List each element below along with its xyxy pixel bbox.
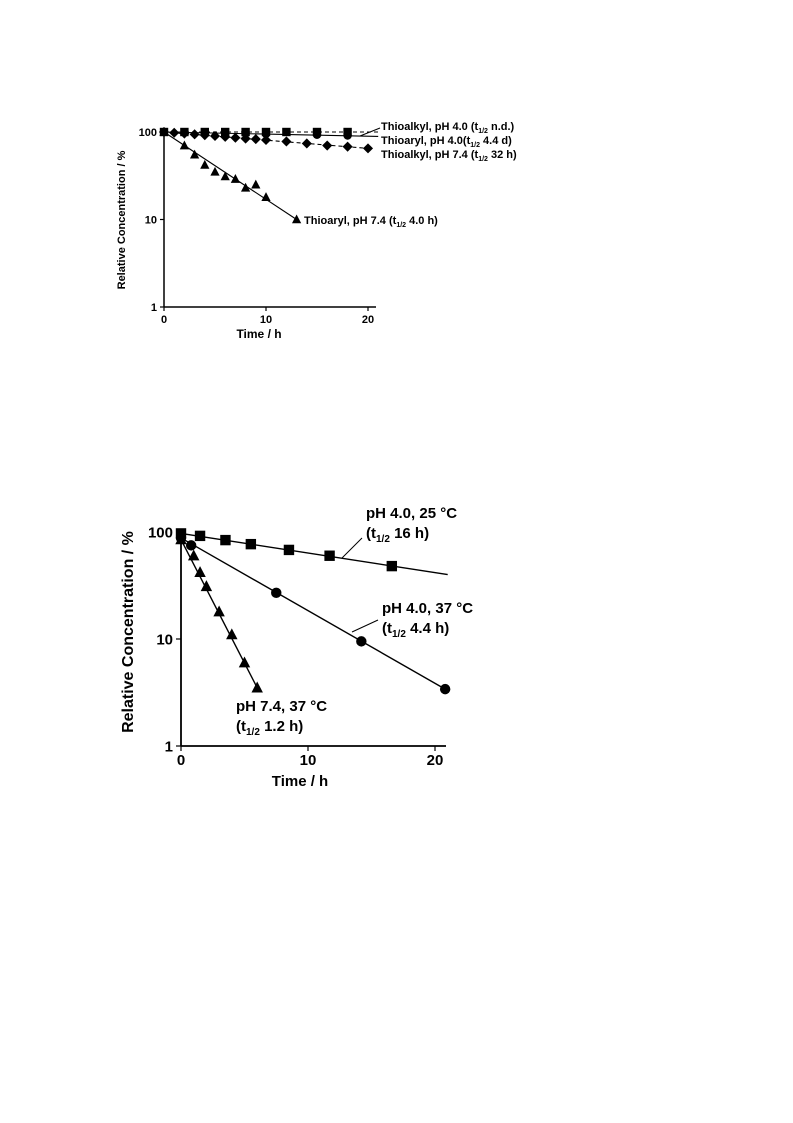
- chart-2-x-axis-title: Time / h: [271, 773, 329, 790]
- chart-1-y-axis-title: Relative Concentration / %: [116, 150, 128, 290]
- x-tick-label: 20: [361, 314, 375, 326]
- chart-2-leader-line-0: [342, 538, 362, 558]
- series-3-point: [221, 171, 230, 180]
- series-1-point: [356, 636, 366, 646]
- series-1-point: [271, 588, 281, 598]
- chart-1-x-axis-title: Time / h: [236, 327, 282, 341]
- series-2-point: [251, 134, 261, 144]
- chart-1-legend-label-2: Thioalkyl, pH 7.4 ($t_{1/2}$ 32 h): [381, 149, 517, 163]
- series-2-point: [322, 141, 332, 151]
- series-1-point: [313, 131, 321, 139]
- series-2-point: [363, 143, 373, 153]
- series-2-point: [251, 682, 262, 693]
- chart-1-legend-label-0: Thioalkyl, pH 4.0 ($t_{1/2}$ n.d.): [381, 121, 515, 135]
- y-tick-label: 100: [138, 126, 157, 139]
- chart-2-legend-label-0a: pH 4.0, 25 °C: [366, 505, 458, 522]
- chart-1: [116, 121, 517, 341]
- series-0-point: [284, 545, 294, 555]
- series-2-point: [239, 656, 250, 667]
- series-3-point: [251, 180, 260, 189]
- x-tick-label: 0: [160, 314, 168, 326]
- series-0-point: [387, 561, 397, 571]
- series-2-point: [302, 138, 312, 148]
- chart-2-legend-label-1a: pH 4.0, 37 °C: [382, 600, 474, 617]
- series-3-point: [292, 214, 301, 223]
- series-1-point: [440, 684, 450, 694]
- series-0-point: [195, 531, 205, 541]
- series-2-point: [230, 133, 240, 143]
- series-3-point: [231, 174, 240, 183]
- chart-2: [120, 505, 473, 790]
- x-tick-label: 0: [176, 752, 186, 769]
- y-tick-label: 1: [164, 738, 173, 756]
- series-2-point: [190, 129, 200, 139]
- series-2-point: [343, 142, 353, 152]
- chart-2-legend-label-2b: ($t_{1/2}$ 1.2 h): [236, 718, 304, 738]
- y-tick-label: 100: [147, 524, 173, 542]
- series-2-point: [281, 136, 291, 146]
- chart-2-legend-label-0b: ($t_{1/2}$ 16 h): [366, 525, 430, 545]
- x-tick-label: 10: [299, 752, 317, 769]
- chart-1-legend-label-1: Thioaryl, pH $4.0(t_{1/2}$ 4.4 d): [381, 135, 512, 149]
- chart-2-legend-label-2a: pH 7.4, 37 °C: [236, 698, 328, 715]
- series-0-point: [246, 539, 256, 549]
- y-tick-label: 10: [144, 214, 157, 227]
- chart-1-legend-label-3: Thioaryl, pH 7.4 ($t_{1/2}$ 4.0 h): [304, 215, 438, 229]
- chart-2-y-axis-title: Relative Concentration / %: [120, 531, 137, 733]
- y-tick-label: 1: [150, 301, 157, 314]
- series-0-point: [282, 128, 290, 136]
- x-tick-label: 20: [426, 752, 444, 769]
- chart-2-legend-label-1b: ($t_{1/2}$ 4.4 h): [382, 620, 450, 640]
- series-0-point: [220, 535, 230, 545]
- series-1-point: [343, 131, 351, 139]
- x-tick-label: 10: [259, 314, 273, 326]
- series-2-point: [261, 135, 271, 145]
- series-3-point: [180, 141, 189, 150]
- series-0-point: [324, 551, 334, 561]
- chart-2-leader-line-1: [352, 620, 378, 632]
- y-tick-label: 10: [156, 631, 173, 649]
- series-1-point: [186, 540, 196, 550]
